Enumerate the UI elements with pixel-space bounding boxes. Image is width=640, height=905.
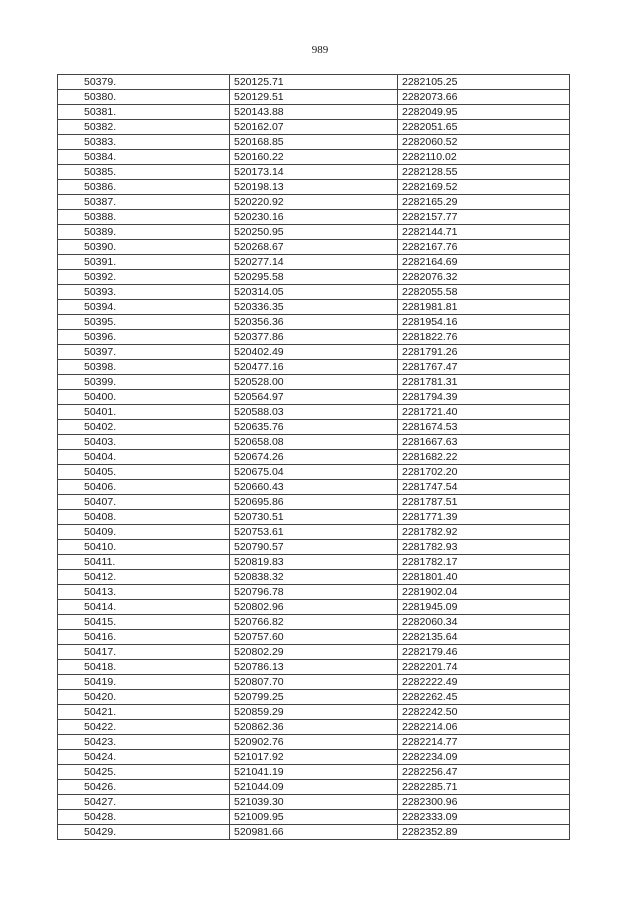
table-row [58, 225, 570, 240]
table-row [58, 240, 570, 255]
x-coordinate-cell: 520477.16 [230, 360, 398, 375]
point-id-cell: 50409. [58, 525, 230, 540]
y-coordinate-cell: 2282135.64 [398, 630, 570, 645]
x-coordinate-cell: 520250.95 [230, 225, 398, 240]
table-row [58, 300, 570, 315]
table-row [58, 690, 570, 705]
table-row [58, 165, 570, 180]
x-coordinate-cell: 520981.66 [230, 825, 398, 840]
x-coordinate-cell: 520377.86 [230, 330, 398, 345]
x-coordinate-cell: 520336.35 [230, 300, 398, 315]
x-coordinate-cell: 520160.22 [230, 150, 398, 165]
table-row [58, 585, 570, 600]
y-coordinate-cell: 2281747.54 [398, 480, 570, 495]
point-id-cell: 50419. [58, 675, 230, 690]
y-coordinate-cell: 2282256.47 [398, 765, 570, 780]
x-coordinate-cell: 520902.76 [230, 735, 398, 750]
point-id-cell: 50386. [58, 180, 230, 195]
x-coordinate-cell: 520173.14 [230, 165, 398, 180]
point-id-cell: 50379. [58, 75, 230, 90]
table-row [58, 255, 570, 270]
y-coordinate-cell: 2282179.46 [398, 645, 570, 660]
point-id-cell: 50414. [58, 600, 230, 615]
y-coordinate-cell: 2282128.55 [398, 165, 570, 180]
point-id-cell: 50399. [58, 375, 230, 390]
table-row [58, 405, 570, 420]
point-id-cell: 50407. [58, 495, 230, 510]
point-id-cell: 50411. [58, 555, 230, 570]
y-coordinate-cell: 2282060.34 [398, 615, 570, 630]
point-id-cell: 50429. [58, 825, 230, 840]
point-id-cell: 50415. [58, 615, 230, 630]
table-row [58, 75, 570, 90]
x-coordinate-cell: 521009.95 [230, 810, 398, 825]
y-coordinate-cell: 2281782.17 [398, 555, 570, 570]
x-coordinate-cell: 520786.13 [230, 660, 398, 675]
point-id-cell: 50393. [58, 285, 230, 300]
x-coordinate-cell: 520658.08 [230, 435, 398, 450]
x-coordinate-cell: 520757.60 [230, 630, 398, 645]
x-coordinate-cell: 520753.61 [230, 525, 398, 540]
x-coordinate-cell: 520588.03 [230, 405, 398, 420]
x-coordinate-cell: 520220.92 [230, 195, 398, 210]
y-coordinate-cell: 2282055.58 [398, 285, 570, 300]
table-row [58, 675, 570, 690]
table-row [58, 705, 570, 720]
y-coordinate-cell: 2281801.40 [398, 570, 570, 585]
y-coordinate-cell: 2281902.04 [398, 585, 570, 600]
x-coordinate-cell: 521039.30 [230, 795, 398, 810]
table-row [58, 810, 570, 825]
point-id-cell: 50427. [58, 795, 230, 810]
table-row [58, 345, 570, 360]
table-row [58, 315, 570, 330]
point-id-cell: 50397. [58, 345, 230, 360]
point-id-cell: 50420. [58, 690, 230, 705]
y-coordinate-cell: 2282164.69 [398, 255, 570, 270]
x-coordinate-cell: 520198.13 [230, 180, 398, 195]
y-coordinate-cell: 2282285.71 [398, 780, 570, 795]
y-coordinate-cell: 2282214.06 [398, 720, 570, 735]
coordinates-table [57, 74, 570, 840]
x-coordinate-cell: 520766.82 [230, 615, 398, 630]
y-coordinate-cell: 2282333.09 [398, 810, 570, 825]
point-id-cell: 50422. [58, 720, 230, 735]
point-id-cell: 50425. [58, 765, 230, 780]
y-coordinate-cell: 2281787.51 [398, 495, 570, 510]
y-coordinate-cell: 2281791.26 [398, 345, 570, 360]
table-row [58, 780, 570, 795]
x-coordinate-cell: 520268.67 [230, 240, 398, 255]
y-coordinate-cell: 2282110.02 [398, 150, 570, 165]
x-coordinate-cell: 520675.04 [230, 465, 398, 480]
y-coordinate-cell: 2282049.95 [398, 105, 570, 120]
table-row [58, 390, 570, 405]
y-coordinate-cell: 2281954.16 [398, 315, 570, 330]
table-row [58, 270, 570, 285]
table-row [58, 360, 570, 375]
y-coordinate-cell: 2282076.32 [398, 270, 570, 285]
point-id-cell: 50401. [58, 405, 230, 420]
y-coordinate-cell: 2282300.96 [398, 795, 570, 810]
y-coordinate-cell: 2281771.39 [398, 510, 570, 525]
table-row [58, 510, 570, 525]
table-row [58, 330, 570, 345]
y-coordinate-cell: 2282051.65 [398, 120, 570, 135]
x-coordinate-cell: 520796.78 [230, 585, 398, 600]
x-coordinate-cell: 520802.29 [230, 645, 398, 660]
table-row [58, 600, 570, 615]
y-coordinate-cell: 2281667.63 [398, 435, 570, 450]
table-row [58, 480, 570, 495]
x-coordinate-cell: 520802.96 [230, 600, 398, 615]
table-row [58, 465, 570, 480]
x-coordinate-cell: 521041.19 [230, 765, 398, 780]
y-coordinate-cell: 2281674.53 [398, 420, 570, 435]
table-row [58, 195, 570, 210]
x-coordinate-cell: 520674.26 [230, 450, 398, 465]
x-coordinate-cell: 520730.51 [230, 510, 398, 525]
x-coordinate-cell: 520162.07 [230, 120, 398, 135]
table-row [58, 450, 570, 465]
x-coordinate-cell: 520168.85 [230, 135, 398, 150]
table-row [58, 735, 570, 750]
table-row [58, 105, 570, 120]
point-id-cell: 50383. [58, 135, 230, 150]
x-coordinate-cell: 520695.86 [230, 495, 398, 510]
point-id-cell: 50418. [58, 660, 230, 675]
point-id-cell: 50406. [58, 480, 230, 495]
point-id-cell: 50410. [58, 540, 230, 555]
x-coordinate-cell: 520528.00 [230, 375, 398, 390]
point-id-cell: 50417. [58, 645, 230, 660]
point-id-cell: 50382. [58, 120, 230, 135]
x-coordinate-cell: 520402.49 [230, 345, 398, 360]
table-row [58, 660, 570, 675]
point-id-cell: 50388. [58, 210, 230, 225]
y-coordinate-cell: 2281782.93 [398, 540, 570, 555]
y-coordinate-cell: 2281682.22 [398, 450, 570, 465]
y-coordinate-cell: 2282262.45 [398, 690, 570, 705]
y-coordinate-cell: 2282144.71 [398, 225, 570, 240]
y-coordinate-cell: 2281782.92 [398, 525, 570, 540]
y-coordinate-cell: 2282073.66 [398, 90, 570, 105]
point-id-cell: 50428. [58, 810, 230, 825]
point-id-cell: 50384. [58, 150, 230, 165]
y-coordinate-cell: 2282165.29 [398, 195, 570, 210]
point-id-cell: 50404. [58, 450, 230, 465]
y-coordinate-cell: 2282157.77 [398, 210, 570, 225]
x-coordinate-cell: 520143.88 [230, 105, 398, 120]
table-row [58, 795, 570, 810]
table-row [58, 90, 570, 105]
table-row [58, 180, 570, 195]
x-coordinate-cell: 520799.25 [230, 690, 398, 705]
table-row [58, 285, 570, 300]
y-coordinate-cell: 2281781.31 [398, 375, 570, 390]
table-row [58, 570, 570, 585]
x-coordinate-cell: 520295.58 [230, 270, 398, 285]
x-coordinate-cell: 521017.92 [230, 750, 398, 765]
point-id-cell: 50413. [58, 585, 230, 600]
point-id-cell: 50408. [58, 510, 230, 525]
point-id-cell: 50390. [58, 240, 230, 255]
point-id-cell: 50380. [58, 90, 230, 105]
y-coordinate-cell: 2282242.50 [398, 705, 570, 720]
y-coordinate-cell: 2282169.52 [398, 180, 570, 195]
point-id-cell: 50391. [58, 255, 230, 270]
x-coordinate-cell: 520314.05 [230, 285, 398, 300]
point-id-cell: 50412. [58, 570, 230, 585]
point-id-cell: 50389. [58, 225, 230, 240]
y-coordinate-cell: 2282167.76 [398, 240, 570, 255]
point-id-cell: 50403. [58, 435, 230, 450]
table-row [58, 435, 570, 450]
y-coordinate-cell: 2281767.47 [398, 360, 570, 375]
table-row [58, 750, 570, 765]
x-coordinate-cell: 520277.14 [230, 255, 398, 270]
table-row [58, 540, 570, 555]
x-coordinate-cell: 520635.76 [230, 420, 398, 435]
y-coordinate-cell: 2282060.52 [398, 135, 570, 150]
y-coordinate-cell: 2282222.49 [398, 675, 570, 690]
table-row [58, 420, 570, 435]
table-row [58, 375, 570, 390]
point-id-cell: 50395. [58, 315, 230, 330]
x-coordinate-cell: 520819.83 [230, 555, 398, 570]
x-coordinate-cell: 520859.29 [230, 705, 398, 720]
point-id-cell: 50385. [58, 165, 230, 180]
table-row [58, 135, 570, 150]
x-coordinate-cell: 521044.09 [230, 780, 398, 795]
y-coordinate-cell: 2281822.76 [398, 330, 570, 345]
y-coordinate-cell: 2282352.89 [398, 825, 570, 840]
point-id-cell: 50394. [58, 300, 230, 315]
point-id-cell: 50424. [58, 750, 230, 765]
coordinates-table-body [58, 75, 570, 840]
x-coordinate-cell: 520862.36 [230, 720, 398, 735]
x-coordinate-cell: 520230.16 [230, 210, 398, 225]
table-row [58, 210, 570, 225]
x-coordinate-cell: 520660.43 [230, 480, 398, 495]
table-row [58, 645, 570, 660]
point-id-cell: 50398. [58, 360, 230, 375]
x-coordinate-cell: 520356.36 [230, 315, 398, 330]
table-row [58, 525, 570, 540]
table-row [58, 630, 570, 645]
point-id-cell: 50421. [58, 705, 230, 720]
table-row [58, 615, 570, 630]
x-coordinate-cell: 520564.97 [230, 390, 398, 405]
y-coordinate-cell: 2282214.77 [398, 735, 570, 750]
point-id-cell: 50381. [58, 105, 230, 120]
table-row [58, 150, 570, 165]
point-id-cell: 50400. [58, 390, 230, 405]
y-coordinate-cell: 2282234.09 [398, 750, 570, 765]
y-coordinate-cell: 2281702.20 [398, 465, 570, 480]
y-coordinate-cell: 2281945.09 [398, 600, 570, 615]
y-coordinate-cell: 2282201.74 [398, 660, 570, 675]
point-id-cell: 50402. [58, 420, 230, 435]
table-row [58, 720, 570, 735]
table-row [58, 825, 570, 840]
point-id-cell: 50396. [58, 330, 230, 345]
table-row [58, 495, 570, 510]
point-id-cell: 50426. [58, 780, 230, 795]
point-id-cell: 50387. [58, 195, 230, 210]
y-coordinate-cell: 2281981.81 [398, 300, 570, 315]
table-row [58, 765, 570, 780]
y-coordinate-cell: 2282105.25 [398, 75, 570, 90]
x-coordinate-cell: 520807.70 [230, 675, 398, 690]
point-id-cell: 50392. [58, 270, 230, 285]
point-id-cell: 50416. [58, 630, 230, 645]
y-coordinate-cell: 2281721.40 [398, 405, 570, 420]
page-number: 989 [311, 44, 329, 56]
x-coordinate-cell: 520790.57 [230, 540, 398, 555]
x-coordinate-cell: 520125.71 [230, 75, 398, 90]
x-coordinate-cell: 520838.32 [230, 570, 398, 585]
point-id-cell: 50423. [58, 735, 230, 750]
table-row [58, 555, 570, 570]
table-row [58, 120, 570, 135]
y-coordinate-cell: 2281794.39 [398, 390, 570, 405]
x-coordinate-cell: 520129.51 [230, 90, 398, 105]
point-id-cell: 50405. [58, 465, 230, 480]
